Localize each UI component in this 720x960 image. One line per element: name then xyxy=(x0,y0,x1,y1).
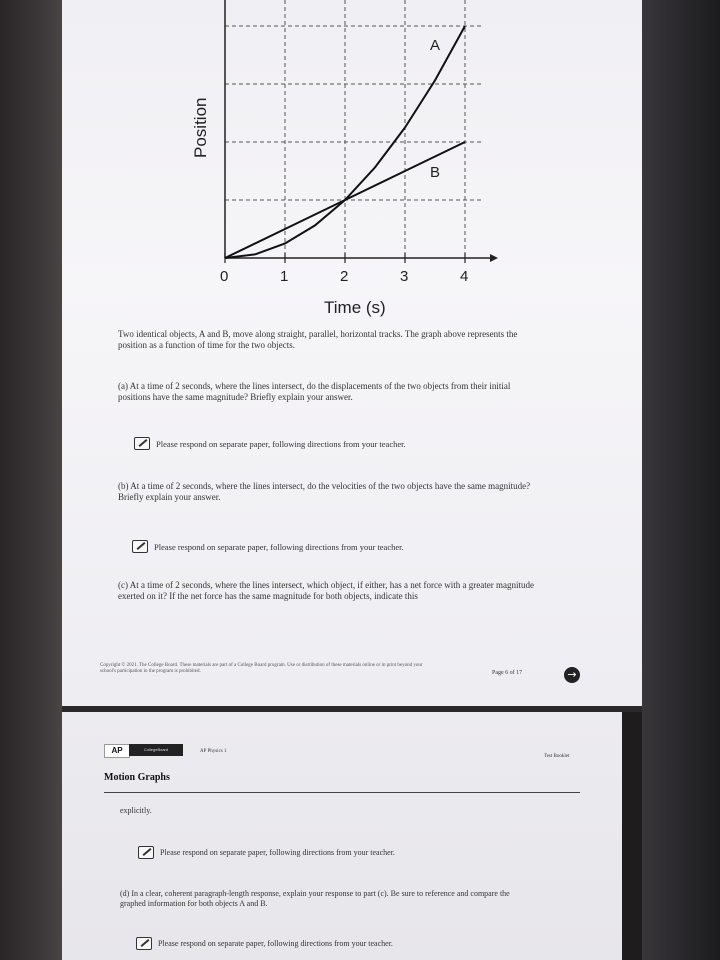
edit-pencil-icon xyxy=(134,437,150,450)
next-page-arrow-icon[interactable]: → xyxy=(564,667,580,683)
monitor-bezel-left xyxy=(0,0,62,960)
edit-pencil-icon xyxy=(132,540,148,553)
respond-label-a: Please respond on separate paper, following directions from your teacher. xyxy=(156,438,406,449)
question-intro: Two identical objects, A and B, move along straight, parallel, horizontal tracks. The graph above represents the position as a function of time for the two objects. xyxy=(118,329,518,350)
course-label: AP Physics 1 xyxy=(200,749,227,754)
ap-logo: AP xyxy=(104,744,130,758)
section-title: Motion Graphs xyxy=(104,772,170,783)
x-tick-label: 3 xyxy=(400,268,409,285)
x-tick-label: 0 xyxy=(220,268,229,285)
x-axis-label: Time (s) xyxy=(324,298,386,317)
x-tick-label: 2 xyxy=(340,268,349,285)
series-b-label: B xyxy=(430,164,441,181)
response-note-b xyxy=(132,540,404,553)
respond-label-c: Please respond on separate paper, following directions from your teacher. xyxy=(160,848,395,857)
monitor-bezel-right xyxy=(642,0,720,960)
graph-grid xyxy=(225,0,483,258)
part-c-text: (c) At a time of 2 seconds, where the lines intersect, which object, if either, has a net force with a greater magnitude exerted on it? If the net force has the same magnitude for both objects, indicate this xyxy=(118,580,534,601)
edit-pencil-icon xyxy=(138,846,154,859)
respond-label-d: Please respond on separate paper, following directions from your teacher. xyxy=(158,939,393,948)
x-tick-label: 1 xyxy=(280,268,289,285)
part-a-text: (a) At a time of 2 seconds, where the lines intersect, do the displacements of the two objects from their initial positions have the same magnitude? Briefly explain your answer. xyxy=(118,381,511,402)
page-number: Page 6 of 17 xyxy=(492,670,523,676)
x-axis-arrow xyxy=(490,254,498,262)
y-axis-label: Position xyxy=(191,97,210,158)
response-note-d xyxy=(136,937,393,950)
position-time-graph xyxy=(150,0,510,320)
header-divider xyxy=(104,792,580,793)
response-note-c xyxy=(138,846,395,859)
part-b-text: (b) At a time of 2 seconds, where the lines intersect, do the velocities of the two objects have the same magnitude? Briefly explain your answer. xyxy=(118,481,531,502)
copyright-notice: Copyright © 2021. The College Board. These materials are part of a College Board program. Use or distribution of these materials online or in print beyond your school's participation in the program is prohibited. xyxy=(100,663,423,674)
edit-pencil-icon xyxy=(136,937,152,950)
x-tick-label: 4 xyxy=(460,268,469,285)
collegeboard-logo: CollegeBoard xyxy=(129,744,183,756)
part-c-continued: explicitly. xyxy=(120,806,152,815)
part-d-text: (d) In a clear, coherent paragraph-length response, explain your response to part (c). Be sure to reference and compare the graphed information for both objects A and B. xyxy=(120,889,510,908)
series-a-label: A xyxy=(430,37,441,54)
booklet-label: Test Booklet xyxy=(544,754,570,759)
respond-label-b: Please respond on separate paper, following directions from your teacher. xyxy=(154,541,404,552)
response-note-a xyxy=(134,437,406,450)
